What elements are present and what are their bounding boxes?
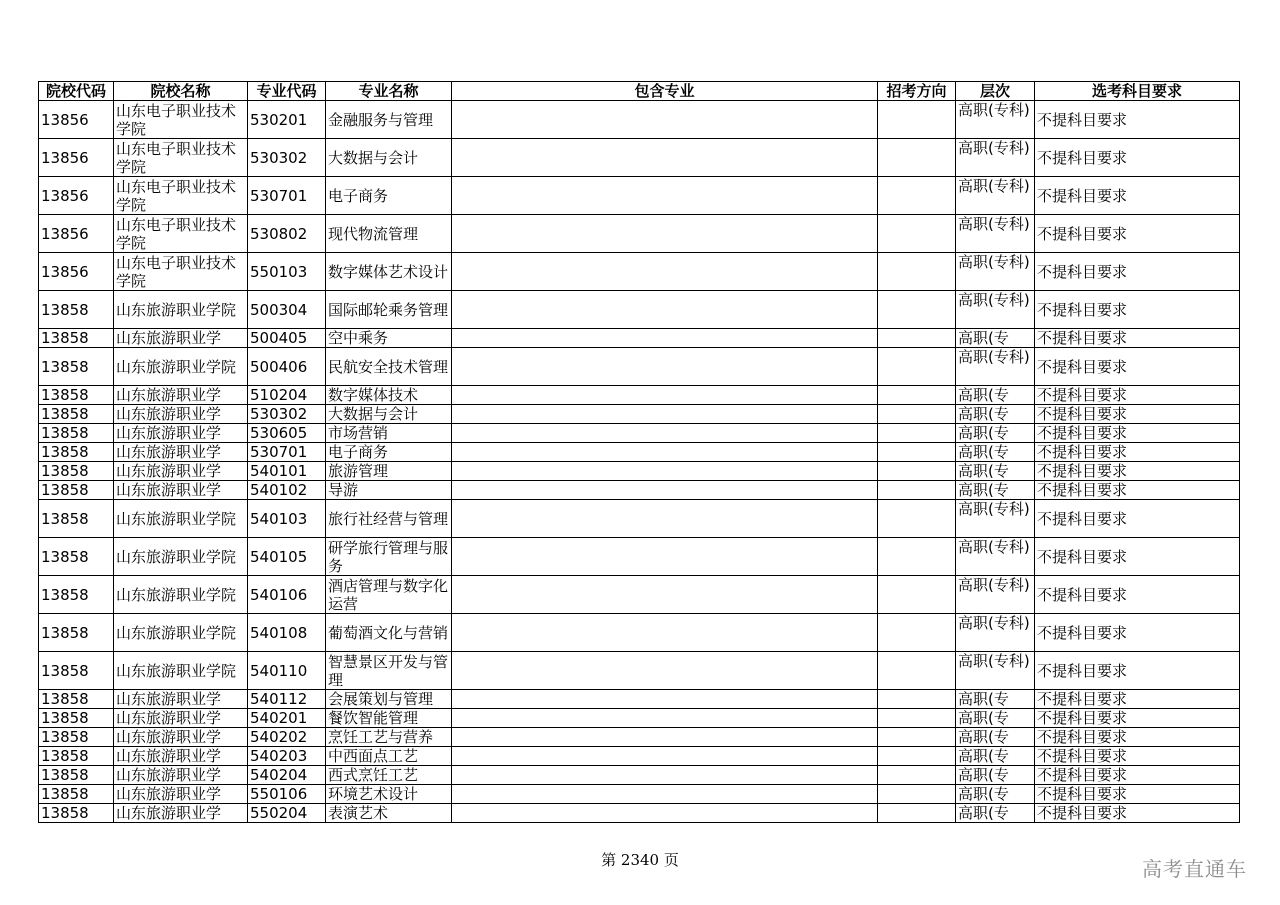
cell-major-name: 金融服务与管理 xyxy=(326,101,452,139)
header-major-code: 专业代码 xyxy=(248,82,326,101)
cell-included-majors xyxy=(452,329,878,348)
cell-major-name: 酒店管理与数字化运营 xyxy=(326,576,452,614)
cell-major-code: 540106 xyxy=(248,576,326,614)
cell-major-code: 540202 xyxy=(248,728,326,747)
cell-school-code: 13858 xyxy=(39,481,114,500)
cell-subject-requirement: 不提科目要求 xyxy=(1035,139,1240,177)
table-row xyxy=(39,177,1240,215)
cell-level: 高职(专 xyxy=(956,462,1035,481)
table-row xyxy=(39,291,1240,329)
cell-included-majors xyxy=(452,785,878,804)
cell-major-code: 540110 xyxy=(248,652,326,690)
cell-subject-requirement: 不提科目要求 xyxy=(1035,614,1240,652)
cell-included-majors xyxy=(452,804,878,823)
cell-included-majors xyxy=(452,652,878,690)
cell-direction xyxy=(878,481,956,500)
cell-subject-requirement: 不提科目要求 xyxy=(1035,500,1240,538)
cell-school-name: 山东电子职业技术学院 xyxy=(114,139,248,177)
cell-school-code: 13858 xyxy=(39,709,114,728)
cell-school-code: 13858 xyxy=(39,424,114,443)
cell-major-name: 会展策划与管理 xyxy=(326,690,452,709)
cell-major-code: 550103 xyxy=(248,253,326,291)
cell-school-code: 13858 xyxy=(39,766,114,785)
cell-included-majors xyxy=(452,614,878,652)
cell-major-code: 540102 xyxy=(248,481,326,500)
cell-level: 高职(专科) xyxy=(956,215,1035,253)
cell-level: 高职(专科) xyxy=(956,500,1035,538)
table-row xyxy=(39,728,1240,747)
cell-major-name: 环境艺术设计 xyxy=(326,785,452,804)
cell-school-name: 山东电子职业技术学院 xyxy=(114,215,248,253)
cell-level: 高职(专科) xyxy=(956,253,1035,291)
cell-major-name: 电子商务 xyxy=(326,443,452,462)
cell-school-name: 山东旅游职业学院 xyxy=(114,291,248,329)
cell-school-code: 13858 xyxy=(39,576,114,614)
table-row xyxy=(39,747,1240,766)
cell-level: 高职(专科) xyxy=(956,348,1035,386)
cell-included-majors xyxy=(452,500,878,538)
cell-subject-requirement: 不提科目要求 xyxy=(1035,101,1240,139)
table-row xyxy=(39,386,1240,405)
cell-major-name: 研学旅行管理与服务 xyxy=(326,538,452,576)
cell-level: 高职(专科) xyxy=(956,576,1035,614)
table-row xyxy=(39,576,1240,614)
cell-major-code: 540112 xyxy=(248,690,326,709)
cell-major-code: 530701 xyxy=(248,177,326,215)
cell-school-code: 13858 xyxy=(39,728,114,747)
cell-major-code: 530302 xyxy=(248,139,326,177)
admissions-table xyxy=(38,81,1240,823)
cell-direction xyxy=(878,101,956,139)
table-row xyxy=(39,614,1240,652)
cell-school-name: 山东旅游职业学院 xyxy=(114,652,248,690)
cell-major-name: 中西面点工艺 xyxy=(326,747,452,766)
cell-major-name: 国际邮轮乘务管理 xyxy=(326,291,452,329)
cell-major-name: 电子商务 xyxy=(326,177,452,215)
cell-major-name: 大数据与会计 xyxy=(326,139,452,177)
cell-level: 高职(专 xyxy=(956,405,1035,424)
cell-level: 高职(专科) xyxy=(956,291,1035,329)
cell-major-code: 550106 xyxy=(248,785,326,804)
cell-level: 高职(专 xyxy=(956,329,1035,348)
cell-school-code: 13858 xyxy=(39,785,114,804)
cell-subject-requirement: 不提科目要求 xyxy=(1035,462,1240,481)
cell-major-code: 540101 xyxy=(248,462,326,481)
header-included-majors: 包含专业 xyxy=(452,82,878,101)
cell-major-code: 540203 xyxy=(248,747,326,766)
cell-level: 高职(专 xyxy=(956,443,1035,462)
cell-major-name: 空中乘务 xyxy=(326,329,452,348)
cell-direction xyxy=(878,253,956,291)
cell-school-name: 山东旅游职业学院 xyxy=(114,538,248,576)
cell-included-majors xyxy=(452,405,878,424)
table-row xyxy=(39,766,1240,785)
header-row xyxy=(39,82,1240,101)
cell-school-name: 山东旅游职业学 xyxy=(114,443,248,462)
cell-subject-requirement: 不提科目要求 xyxy=(1035,177,1240,215)
table-row xyxy=(39,329,1240,348)
cell-subject-requirement: 不提科目要求 xyxy=(1035,538,1240,576)
cell-level: 高职(专 xyxy=(956,804,1035,823)
cell-subject-requirement: 不提科目要求 xyxy=(1035,291,1240,329)
cell-school-name: 山东旅游职业学 xyxy=(114,804,248,823)
cell-level: 高职(专科) xyxy=(956,538,1035,576)
cell-school-name: 山东电子职业技术学院 xyxy=(114,253,248,291)
cell-school-name: 山东旅游职业学 xyxy=(114,481,248,500)
table-body xyxy=(39,101,1240,823)
cell-direction xyxy=(878,785,956,804)
table-row xyxy=(39,652,1240,690)
cell-school-name: 山东旅游职业学 xyxy=(114,329,248,348)
table-row xyxy=(39,424,1240,443)
cell-school-name: 山东旅游职业学 xyxy=(114,728,248,747)
cell-subject-requirement: 不提科目要求 xyxy=(1035,215,1240,253)
cell-school-code: 13856 xyxy=(39,101,114,139)
cell-direction xyxy=(878,690,956,709)
cell-major-code: 530605 xyxy=(248,424,326,443)
cell-subject-requirement: 不提科目要求 xyxy=(1035,481,1240,500)
cell-direction xyxy=(878,291,956,329)
table-row xyxy=(39,462,1240,481)
cell-direction xyxy=(878,215,956,253)
cell-major-code: 500405 xyxy=(248,329,326,348)
cell-school-name: 山东旅游职业学 xyxy=(114,424,248,443)
cell-major-code: 540201 xyxy=(248,709,326,728)
cell-included-majors xyxy=(452,690,878,709)
header-direction: 招考方向 xyxy=(878,82,956,101)
cell-school-name: 山东旅游职业学 xyxy=(114,462,248,481)
cell-major-name: 表演艺术 xyxy=(326,804,452,823)
watermark-logo-text: 高考直通车 xyxy=(1142,857,1247,881)
cell-included-majors xyxy=(452,215,878,253)
cell-level: 高职(专科) xyxy=(956,177,1035,215)
cell-school-name: 山东旅游职业学 xyxy=(114,785,248,804)
cell-subject-requirement: 不提科目要求 xyxy=(1035,386,1240,405)
cell-direction xyxy=(878,500,956,538)
cell-major-code: 500304 xyxy=(248,291,326,329)
header-school-code: 院校代码 xyxy=(39,82,114,101)
cell-included-majors xyxy=(452,538,878,576)
cell-included-majors xyxy=(452,443,878,462)
cell-level: 高职(专 xyxy=(956,785,1035,804)
cell-subject-requirement: 不提科目要求 xyxy=(1035,424,1240,443)
cell-school-code: 13856 xyxy=(39,177,114,215)
cell-subject-requirement: 不提科目要求 xyxy=(1035,728,1240,747)
cell-subject-requirement: 不提科目要求 xyxy=(1035,804,1240,823)
cell-level: 高职(专科) xyxy=(956,614,1035,652)
table-row xyxy=(39,101,1240,139)
cell-major-name: 数字媒体技术 xyxy=(326,386,452,405)
cell-school-name: 山东旅游职业学 xyxy=(114,690,248,709)
cell-included-majors xyxy=(452,386,878,405)
cell-school-code: 13858 xyxy=(39,614,114,652)
cell-school-code: 13858 xyxy=(39,386,114,405)
header-major-name: 专业名称 xyxy=(326,82,452,101)
cell-school-name: 山东旅游职业学 xyxy=(114,766,248,785)
page-number: 第 2340 页 xyxy=(601,851,679,869)
cell-major-code: 530701 xyxy=(248,443,326,462)
cell-included-majors xyxy=(452,576,878,614)
cell-subject-requirement: 不提科目要求 xyxy=(1035,329,1240,348)
cell-school-code: 13858 xyxy=(39,500,114,538)
cell-level: 高职(专 xyxy=(956,386,1035,405)
cell-major-name: 餐饮智能管理 xyxy=(326,709,452,728)
cell-school-code: 13858 xyxy=(39,690,114,709)
cell-school-code: 13858 xyxy=(39,462,114,481)
cell-direction xyxy=(878,177,956,215)
cell-subject-requirement: 不提科目要求 xyxy=(1035,747,1240,766)
header-school-name: 院校名称 xyxy=(114,82,248,101)
cell-level: 高职(专科) xyxy=(956,652,1035,690)
table-row xyxy=(39,785,1240,804)
cell-included-majors xyxy=(452,139,878,177)
cell-included-majors xyxy=(452,348,878,386)
cell-school-name: 山东旅游职业学院 xyxy=(114,614,248,652)
cell-included-majors xyxy=(452,291,878,329)
cell-direction xyxy=(878,329,956,348)
cell-school-code: 13858 xyxy=(39,329,114,348)
cell-level: 高职(专 xyxy=(956,424,1035,443)
cell-direction xyxy=(878,728,956,747)
cell-major-code: 500406 xyxy=(248,348,326,386)
table-row xyxy=(39,215,1240,253)
cell-subject-requirement: 不提科目要求 xyxy=(1035,348,1240,386)
cell-school-name: 山东电子职业技术学院 xyxy=(114,177,248,215)
cell-included-majors xyxy=(452,177,878,215)
cell-major-code: 530302 xyxy=(248,405,326,424)
table-row xyxy=(39,481,1240,500)
table-row xyxy=(39,690,1240,709)
table-row xyxy=(39,405,1240,424)
cell-major-name: 西式烹饪工艺 xyxy=(326,766,452,785)
cell-direction xyxy=(878,747,956,766)
table-row xyxy=(39,348,1240,386)
cell-major-name: 市场营销 xyxy=(326,424,452,443)
cell-school-code: 13858 xyxy=(39,538,114,576)
table-row xyxy=(39,139,1240,177)
cell-direction xyxy=(878,709,956,728)
cell-school-name: 山东电子职业技术学院 xyxy=(114,101,248,139)
cell-school-name: 山东旅游职业学院 xyxy=(114,576,248,614)
cell-level: 高职(专 xyxy=(956,728,1035,747)
table-row xyxy=(39,500,1240,538)
cell-direction xyxy=(878,766,956,785)
cell-major-code: 550204 xyxy=(248,804,326,823)
cell-major-code: 540204 xyxy=(248,766,326,785)
cell-school-code: 13858 xyxy=(39,747,114,766)
cell-included-majors xyxy=(452,424,878,443)
cell-subject-requirement: 不提科目要求 xyxy=(1035,405,1240,424)
cell-school-name: 山东旅游职业学 xyxy=(114,709,248,728)
cell-level: 高职(专 xyxy=(956,747,1035,766)
cell-major-name: 导游 xyxy=(326,481,452,500)
cell-school-name: 山东旅游职业学院 xyxy=(114,500,248,538)
cell-school-code: 13858 xyxy=(39,405,114,424)
cell-level: 高职(专 xyxy=(956,690,1035,709)
table-row xyxy=(39,709,1240,728)
cell-subject-requirement: 不提科目要求 xyxy=(1035,709,1240,728)
cell-direction xyxy=(878,443,956,462)
cell-subject-requirement: 不提科目要求 xyxy=(1035,766,1240,785)
cell-school-code: 13856 xyxy=(39,139,114,177)
cell-subject-requirement: 不提科目要求 xyxy=(1035,652,1240,690)
cell-major-code: 530802 xyxy=(248,215,326,253)
cell-direction xyxy=(878,462,956,481)
cell-included-majors xyxy=(452,101,878,139)
cell-school-name: 山东旅游职业学 xyxy=(114,747,248,766)
cell-direction xyxy=(878,424,956,443)
cell-major-name: 葡萄酒文化与营销 xyxy=(326,614,452,652)
cell-level: 高职(专 xyxy=(956,481,1035,500)
cell-included-majors xyxy=(452,709,878,728)
cell-school-name: 山东旅游职业学院 xyxy=(114,348,248,386)
cell-major-name: 民航安全技术管理 xyxy=(326,348,452,386)
cell-school-name: 山东旅游职业学 xyxy=(114,386,248,405)
cell-level: 高职(专科) xyxy=(956,139,1035,177)
table-row xyxy=(39,804,1240,823)
cell-major-name: 烹饪工艺与营养 xyxy=(326,728,452,747)
cell-school-code: 13856 xyxy=(39,253,114,291)
cell-school-name: 山东旅游职业学 xyxy=(114,405,248,424)
cell-major-name: 旅游管理 xyxy=(326,462,452,481)
table-row xyxy=(39,253,1240,291)
cell-included-majors xyxy=(452,766,878,785)
cell-included-majors xyxy=(452,481,878,500)
cell-subject-requirement: 不提科目要求 xyxy=(1035,785,1240,804)
cell-school-code: 13858 xyxy=(39,804,114,823)
cell-major-code: 540103 xyxy=(248,500,326,538)
cell-subject-requirement: 不提科目要求 xyxy=(1035,576,1240,614)
cell-subject-requirement: 不提科目要求 xyxy=(1035,690,1240,709)
cell-direction xyxy=(878,348,956,386)
cell-school-code: 13856 xyxy=(39,215,114,253)
cell-level: 高职(专 xyxy=(956,709,1035,728)
cell-major-name: 智慧景区开发与管理 xyxy=(326,652,452,690)
cell-major-code: 540105 xyxy=(248,538,326,576)
cell-major-name: 旅行社经营与管理 xyxy=(326,500,452,538)
cell-direction xyxy=(878,139,956,177)
cell-major-code: 530201 xyxy=(248,101,326,139)
cell-level: 高职(专科) xyxy=(956,101,1035,139)
cell-direction xyxy=(878,538,956,576)
cell-included-majors xyxy=(452,728,878,747)
cell-major-name: 数字媒体艺术设计 xyxy=(326,253,452,291)
cell-direction xyxy=(878,804,956,823)
cell-school-code: 13858 xyxy=(39,652,114,690)
cell-direction xyxy=(878,614,956,652)
header-subject-requirement: 选考科目要求 xyxy=(1035,82,1240,101)
table-row xyxy=(39,538,1240,576)
cell-major-name: 大数据与会计 xyxy=(326,405,452,424)
cell-major-code: 510204 xyxy=(248,386,326,405)
cell-direction xyxy=(878,405,956,424)
cell-included-majors xyxy=(452,747,878,766)
cell-direction xyxy=(878,386,956,405)
cell-level: 高职(专 xyxy=(956,766,1035,785)
cell-included-majors xyxy=(452,462,878,481)
cell-school-code: 13858 xyxy=(39,443,114,462)
cell-school-code: 13858 xyxy=(39,291,114,329)
cell-subject-requirement: 不提科目要求 xyxy=(1035,253,1240,291)
cell-major-name: 现代物流管理 xyxy=(326,215,452,253)
cell-school-code: 13858 xyxy=(39,348,114,386)
cell-included-majors xyxy=(452,253,878,291)
cell-subject-requirement: 不提科目要求 xyxy=(1035,443,1240,462)
table-row xyxy=(39,443,1240,462)
cell-direction xyxy=(878,652,956,690)
cell-direction xyxy=(878,576,956,614)
header-level: 层次 xyxy=(956,82,1035,101)
cell-major-code: 540108 xyxy=(248,614,326,652)
